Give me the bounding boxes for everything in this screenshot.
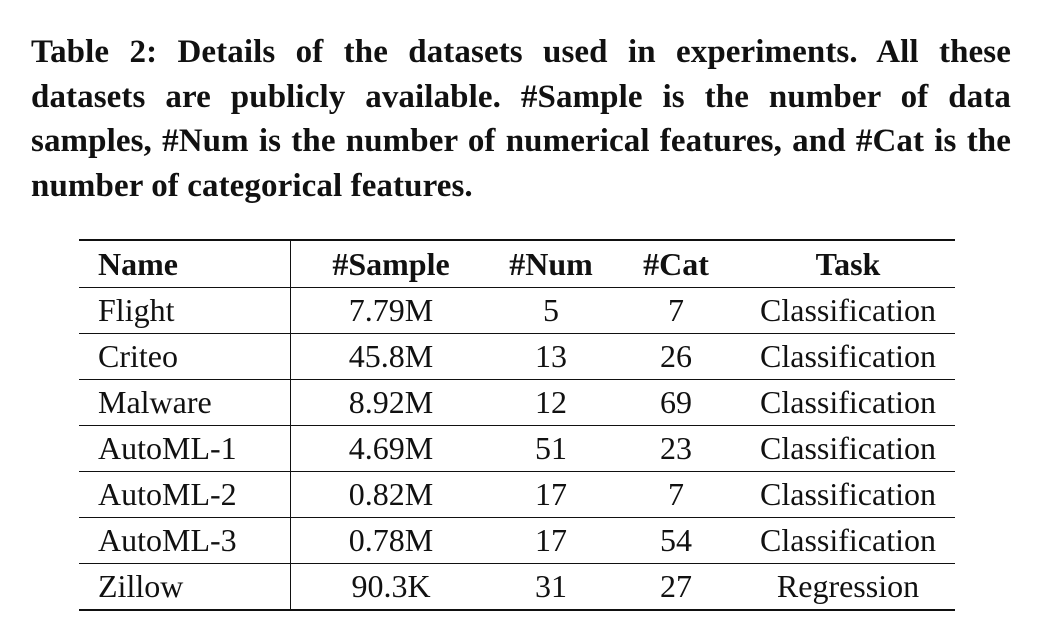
table-row — [79, 288, 955, 334]
cell-num: 12 — [491, 380, 611, 426]
header-num: #Num — [491, 240, 611, 288]
cell-task: Classification — [741, 518, 955, 564]
cell-cat: 26 — [611, 334, 741, 380]
cell-name: AutoML-3 — [79, 518, 291, 564]
cell-sample: 45.8M — [291, 334, 492, 380]
cell-sample: 7.79M — [291, 288, 492, 334]
cell-num: 17 — [491, 518, 611, 564]
cell-cat: 23 — [611, 426, 741, 472]
cell-sample: 0.78M — [291, 518, 492, 564]
table-caption: Table 2: Details of the datasets used in experiments. All these datasets are publicly available. #Sample is the number of data samples, #Num is the number of numerical features, and #Cat is the number of categorical features. — [31, 34, 1011, 204]
cell-cat: 27 — [660, 568, 692, 604]
cell-sample: 90.3K — [351, 568, 431, 604]
cell-task: Classification — [741, 380, 955, 426]
cell-task: Classification — [741, 334, 955, 380]
cell-cat: 7 — [611, 472, 741, 518]
table-row — [79, 564, 955, 611]
table-header-row — [79, 240, 955, 288]
datasets-table — [79, 239, 955, 611]
table-row — [79, 334, 955, 380]
cell-name: Criteo — [79, 334, 291, 380]
cell-name: AutoML-1 — [79, 426, 291, 472]
cell-cat: 7 — [611, 288, 741, 334]
cell-name: AutoML-2 — [79, 472, 291, 518]
header-sample: #Sample — [291, 240, 492, 288]
cell-num: 13 — [491, 334, 611, 380]
cell-cat: 69 — [611, 380, 741, 426]
table-row — [79, 518, 955, 564]
cell-sample: 8.92M — [291, 380, 492, 426]
header-task: Task — [741, 240, 955, 288]
cell-name: Zillow — [79, 564, 291, 611]
cell-task: Regression — [776, 568, 920, 604]
cell-task: Classification — [741, 288, 955, 334]
table-row — [79, 380, 955, 426]
cell-sample: 0.82M — [291, 472, 492, 518]
cell-cat: 54 — [611, 518, 741, 564]
header-cat: #Cat — [611, 240, 741, 288]
cell-task: Classification — [741, 426, 955, 472]
table-row — [79, 426, 955, 472]
cell-sample: 4.69M — [291, 426, 492, 472]
datasets-table-container — [79, 239, 955, 611]
cell-num: 31 — [535, 568, 567, 604]
header-name: Name — [79, 240, 291, 288]
cell-task: Classification — [741, 472, 955, 518]
cell-name: Flight — [79, 288, 291, 334]
cell-num: 5 — [491, 288, 611, 334]
table-row — [79, 472, 955, 518]
cell-num: 51 — [491, 426, 611, 472]
cell-num: 17 — [491, 472, 611, 518]
cell-name: Malware — [79, 380, 291, 426]
